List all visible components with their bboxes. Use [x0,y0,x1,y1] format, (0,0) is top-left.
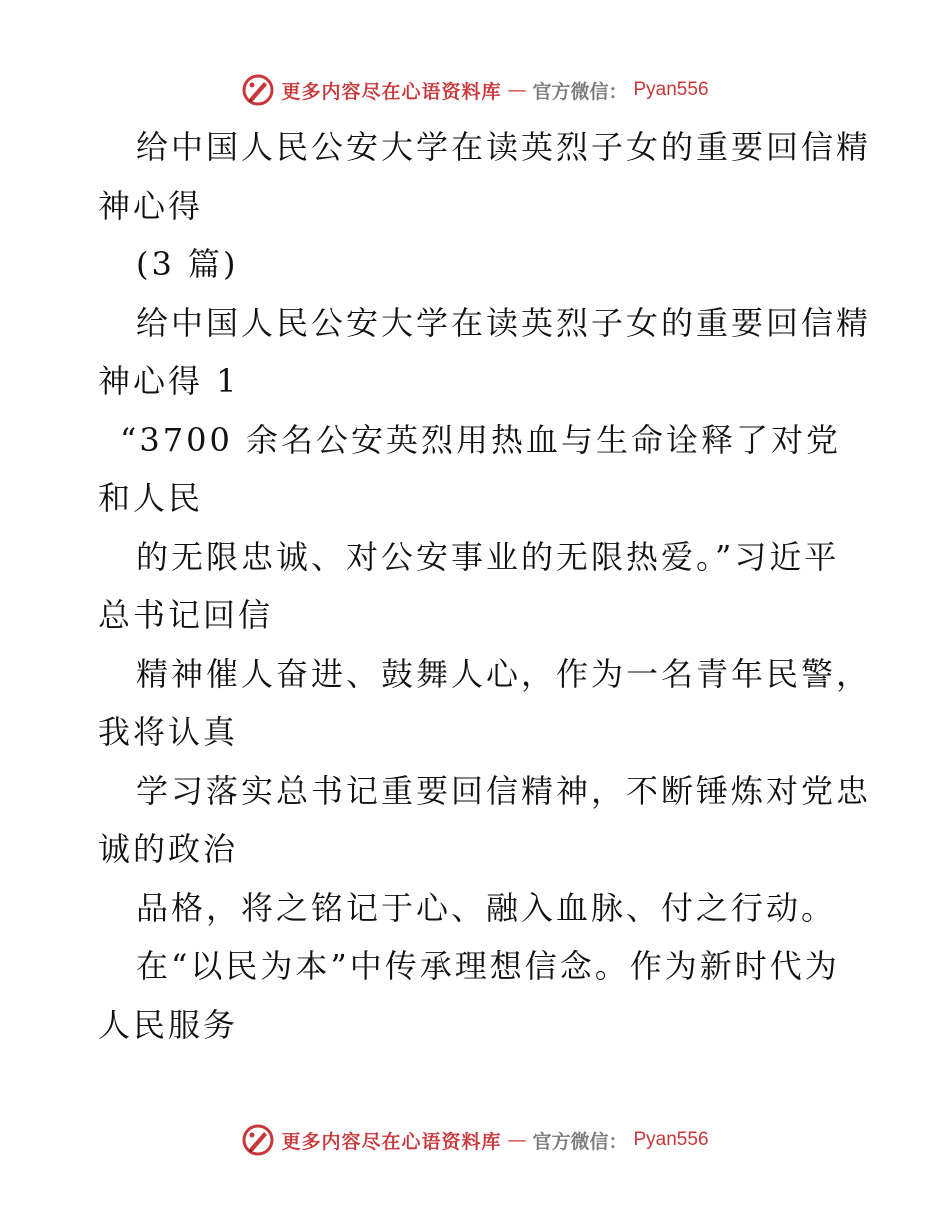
text-line: 给中国人民公安大学在读英烈子女的重要回信精 [136,303,872,342]
document-body [98,118,872,1054]
text-line: 给中国人民公安大学在读英烈子女的重要回信精 [136,128,872,166]
pen-logo-icon [241,1123,275,1157]
text-line: 诚的政治 [98,830,239,868]
banner-wechat-label: 官方微信： [532,80,628,103]
text-line: 的无限忠诚、对公安事业的无限热爱。”习近平 [136,537,840,576]
banner-dash: — [507,1129,527,1151]
banner-wechat-id: Pyan556 [633,79,709,100]
text-line: (3 篇) [136,245,239,283]
pen-logo-icon [241,73,275,107]
text-line: 神心得 1 [98,362,240,400]
text-line: 我将认真 [98,713,239,751]
text-line: 品格，将之铭记于心、融入血脉、付之行动。 [136,888,837,927]
text-line: 在“以民为本”中传承理想信念。作为新时代为 [136,947,840,985]
text-line: 和人民 [98,479,204,517]
banner-wechat-id: Pyan556 [633,1129,709,1150]
text-line: 人民服务 [98,1005,239,1044]
footer-watermark-banner [0,1120,950,1160]
text-line: 精神催人奋进、鼓舞人心，作为一名青年民警， [136,654,872,693]
banner-title: 更多内容尽在心语资料库 [281,80,502,103]
text-line: 总书记回信 [98,596,274,634]
text-line: 神心得 [98,186,204,225]
banner-title: 更多内容尽在心语资料库 [281,1130,502,1153]
text-line: “3700 余名公安英烈用热血与生命诠释了对党 [120,420,841,459]
banner-dash: — [507,79,527,101]
header-watermark-banner [0,70,950,110]
text-line: 学习落实总书记重要回信精神，不断锤炼对党忠 [136,771,872,810]
banner-wechat-label: 官方微信： [532,1130,628,1153]
